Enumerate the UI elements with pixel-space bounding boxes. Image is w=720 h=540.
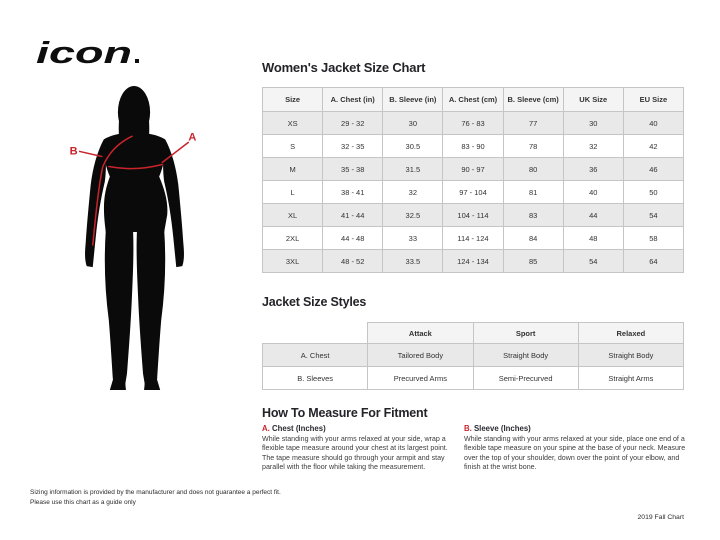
label-a: A [188, 131, 197, 144]
table-cell: 114 - 124 [443, 227, 503, 250]
table-cell: M [263, 158, 323, 181]
size-chart-table [262, 87, 684, 273]
label-b: B [69, 145, 78, 158]
table-cell: 83 - 90 [443, 135, 503, 158]
table-cell: 30 [563, 112, 623, 135]
measure-sleeve-heading [464, 424, 686, 433]
table-cell: 48 [563, 227, 623, 250]
table-cell: 36 [563, 158, 623, 181]
table-cell: 80 [503, 158, 563, 181]
header-cell: Size [263, 88, 323, 112]
table-cell: 78 [503, 135, 563, 158]
table-cell: 33 [383, 227, 443, 250]
header-cell: EU Size [623, 88, 683, 112]
table-row [263, 204, 684, 227]
silhouette-shapes [85, 86, 184, 390]
header-cell: A. Chest (in) [323, 88, 383, 112]
disclaimer-line-2: Please use this chart as a guide only [30, 498, 136, 506]
table-cell: 48 - 52 [323, 250, 383, 273]
table-cell: L [263, 181, 323, 204]
table-cell: Precurved Arms [368, 367, 473, 390]
table-cell: 81 [503, 181, 563, 204]
table-row [263, 344, 684, 367]
table-cell: 42 [623, 135, 683, 158]
table-cell: Semi-Precurved [473, 367, 578, 390]
table-row [263, 181, 684, 204]
table-cell: 90 - 97 [443, 158, 503, 181]
brand-logo [32, 34, 150, 75]
measure-chest-label: Chest (Inches) [271, 424, 326, 433]
logo-dot [135, 59, 139, 63]
table-cell: XS [263, 112, 323, 135]
table-cell: 30.5 [383, 135, 443, 158]
disclaimer-line-1: Sizing information is provided by the manufacturer and does not guarantee a perfect fit. [30, 489, 281, 496]
style-chart-title: Jacket Size Styles [262, 295, 367, 309]
table-cell: 104 - 114 [443, 204, 503, 227]
table-cell: 32 [563, 135, 623, 158]
table-cell: 32 [383, 181, 443, 204]
header-cell: Attack [368, 323, 473, 344]
table-cell: XL [263, 204, 323, 227]
blank-header-cell [263, 323, 368, 344]
table-row [263, 135, 684, 158]
measure-sleeve-label: Sleeve (Inches) [473, 424, 531, 433]
table-cell: 44 [563, 204, 623, 227]
header-row [263, 323, 684, 344]
table-row [263, 250, 684, 273]
table-cell: 32.5 [383, 204, 443, 227]
style-chart-table [262, 322, 684, 390]
table-cell: 2XL [263, 227, 323, 250]
size-chart-body [263, 112, 684, 273]
woman-silhouette [68, 84, 200, 396]
table-cell: 33.5 [383, 250, 443, 273]
measure-title: How To Measure For Fitment [262, 406, 428, 420]
measure-sleeve-block [464, 424, 686, 473]
header-cell: Relaxed [578, 323, 683, 344]
table-cell: 35 - 38 [323, 158, 383, 181]
table-cell: 3XL [263, 250, 323, 273]
table-cell: S [263, 135, 323, 158]
table-cell: 40 [563, 181, 623, 204]
table-cell: A. Chest [263, 344, 368, 367]
table-cell: 44 - 48 [323, 227, 383, 250]
measure-sleeve-prefix: B. [464, 424, 472, 433]
table-cell: 50 [623, 181, 683, 204]
table-cell: B. Sleeves [263, 367, 368, 390]
table-cell: 38 - 41 [323, 181, 383, 204]
table-row [263, 112, 684, 135]
header-row [263, 88, 684, 112]
measure-chest-block [262, 424, 452, 473]
table-cell: Straight Body [473, 344, 578, 367]
table-cell: 85 [503, 250, 563, 273]
header-cell: B. Sleeve (cm) [503, 88, 563, 112]
size-chart-header [263, 88, 684, 112]
measure-chest-prefix: A. [262, 424, 270, 433]
table-cell: 40 [623, 112, 683, 135]
table-row [263, 158, 684, 181]
table-cell: 54 [623, 204, 683, 227]
table-cell: 97 - 104 [443, 181, 503, 204]
table-cell: 76 - 83 [443, 112, 503, 135]
style-chart-body [263, 344, 684, 390]
table-row [263, 367, 684, 390]
table-cell: 83 [503, 204, 563, 227]
table-cell: 32 - 35 [323, 135, 383, 158]
measure-chest-heading [262, 424, 452, 433]
size-chart-title: Women's Jacket Size Chart [262, 60, 426, 75]
style-chart-header [263, 323, 684, 344]
table-cell: 31.5 [383, 158, 443, 181]
header-cell: B. Sleeve (in) [383, 88, 443, 112]
table-cell: 54 [563, 250, 623, 273]
header-cell: UK Size [563, 88, 623, 112]
measure-chest-text: While standing with your arms relaxed at your side, wrap a flexible tape measure around your chest at its largest point. The tape measure should go through your armpit and stay parallel with the floor while taking the measurement. [262, 435, 448, 472]
measure-instructions [262, 424, 686, 473]
header-cell: A. Chest (cm) [443, 88, 503, 112]
table-cell: 46 [623, 158, 683, 181]
logo-wordmark: icon [36, 35, 132, 70]
header-cell: Sport [473, 323, 578, 344]
icon-logo-graphic [32, 34, 150, 70]
table-row [263, 227, 684, 250]
table-cell: Straight Body [578, 344, 683, 367]
measure-sleeve-text: While standing with your arms relaxed at your side, place one end of a flexible tape measure on your spine at the base of your neck. Measure over the top of your shoulder, down over the point of your elbow, and finish at the wrist bone. [464, 435, 686, 472]
table-cell: 64 [623, 250, 683, 273]
table-cell: 77 [503, 112, 563, 135]
table-cell: 30 [383, 112, 443, 135]
table-cell: Tailored Body [368, 344, 473, 367]
chart-version: 2019 Fall Chart [637, 514, 684, 521]
table-cell: 41 - 44 [323, 204, 383, 227]
measurement-figure [68, 84, 200, 396]
table-cell: 124 - 134 [443, 250, 503, 273]
table-cell: 58 [623, 227, 683, 250]
table-cell: Straight Arms [578, 367, 683, 390]
table-cell: 29 - 32 [323, 112, 383, 135]
table-cell: 84 [503, 227, 563, 250]
disclaimer [30, 488, 281, 507]
